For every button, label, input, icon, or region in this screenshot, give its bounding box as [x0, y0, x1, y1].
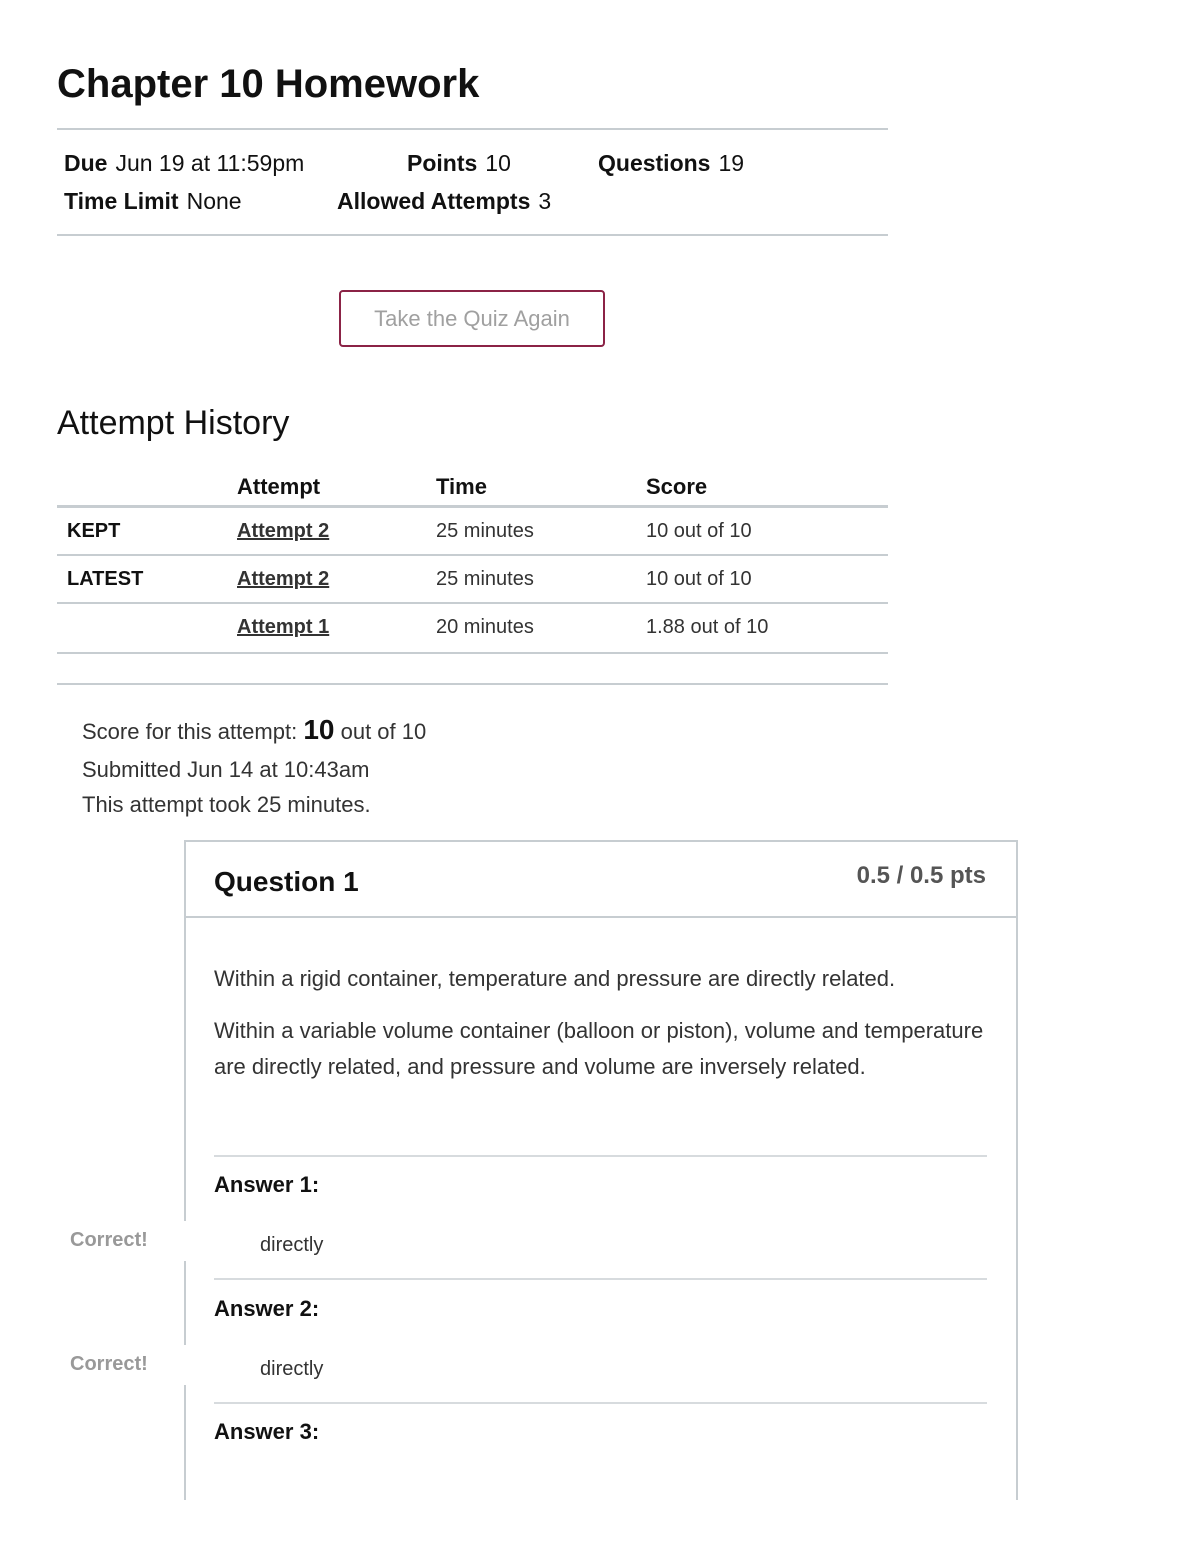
attempt-link[interactable]: Attempt 2: [237, 520, 330, 542]
attempt-time: 25 minutes: [436, 520, 534, 542]
attempt-history-title: Attempt History: [57, 404, 290, 442]
due-label: Due: [64, 150, 108, 176]
question-points: 0.5 / 0.5 pts: [856, 862, 986, 889]
due-value: Jun 19 at 11:59pm: [115, 150, 305, 176]
attempt-link[interactable]: Attempt 2: [237, 568, 330, 590]
allowed-attempts-label: Allowed Attempts: [337, 188, 531, 214]
column-header-time: Time: [436, 474, 487, 499]
correct-answer-marker: Correct!: [70, 1353, 148, 1375]
correct-answer-marker: Correct!: [70, 1229, 148, 1251]
table-row: [57, 556, 888, 604]
column-header-score: Score: [646, 474, 708, 499]
score-suffix: out of 10: [340, 719, 427, 744]
take-quiz-again-button[interactable]: Take the Quiz Again: [339, 290, 605, 347]
title-divider: [57, 128, 888, 130]
question-text-1: Within a rigid container, temperature and pressure are directly related.: [214, 966, 896, 991]
submitted-time: Submitted Jun 14 at 10:43am: [82, 757, 370, 782]
points-detail: [407, 150, 511, 177]
history-divider: [57, 683, 888, 685]
answer-divider: [214, 1155, 987, 1157]
allowed-attempts-detail: [337, 188, 551, 215]
attempt-score: 10 out of 10: [646, 568, 752, 590]
question-title: Question 1: [214, 866, 359, 897]
questions-detail: [598, 150, 744, 177]
score-prefix: Score for this attempt:: [82, 719, 298, 744]
table-row: [57, 604, 888, 654]
attempt-link[interactable]: Attempt 1: [237, 616, 330, 638]
question-card: [184, 840, 1018, 1500]
correct-marker-gap: [180, 1221, 188, 1261]
page-title: Chapter 10 Homework: [57, 62, 480, 106]
question-text-2: Within a variable volume container (balloon or piston), volume and temperature are directly related, and pressure and volume are inversely related.: [214, 1018, 984, 1079]
attempt-score: 1.88 out of 10: [646, 616, 769, 638]
answer-2-label: Answer 2:: [214, 1296, 320, 1321]
attempt-time: 25 minutes: [436, 568, 534, 590]
time-limit-label: Time Limit: [64, 188, 179, 214]
time-limit-value: None: [186, 188, 242, 214]
answer-1-label: Answer 1:: [214, 1172, 320, 1197]
due-detail: [64, 150, 304, 177]
attempt-duration: This attempt took 25 minutes.: [82, 792, 371, 817]
questions-value: 19: [718, 150, 745, 176]
table-row: [57, 508, 888, 556]
attempt-history-table: [57, 468, 888, 654]
correct-marker-gap: [180, 1345, 188, 1385]
questions-label: Questions: [598, 150, 711, 176]
points-value: 10: [485, 150, 511, 176]
attempt-score-line: [82, 714, 426, 746]
answer-divider: [214, 1402, 987, 1404]
allowed-attempts-value: 3: [538, 188, 552, 214]
points-label: Points: [407, 150, 478, 176]
question-header: [186, 842, 1016, 918]
latest-tag: LATEST: [67, 568, 144, 590]
attempt-time: 20 minutes: [436, 616, 534, 638]
attempt-score: 10 out of 10: [646, 520, 752, 542]
kept-tag: KEPT: [67, 520, 121, 542]
answer-1-value: directly: [260, 1234, 324, 1256]
score-value: 10: [303, 714, 335, 745]
details-divider: [57, 234, 888, 236]
answer-2-value: directly: [260, 1358, 324, 1380]
column-header-attempt: Attempt: [237, 474, 321, 499]
answer-divider: [214, 1278, 987, 1280]
time-limit-detail: [64, 188, 242, 215]
answer-3-label: Answer 3:: [214, 1419, 320, 1444]
table-header-row: [57, 468, 888, 508]
